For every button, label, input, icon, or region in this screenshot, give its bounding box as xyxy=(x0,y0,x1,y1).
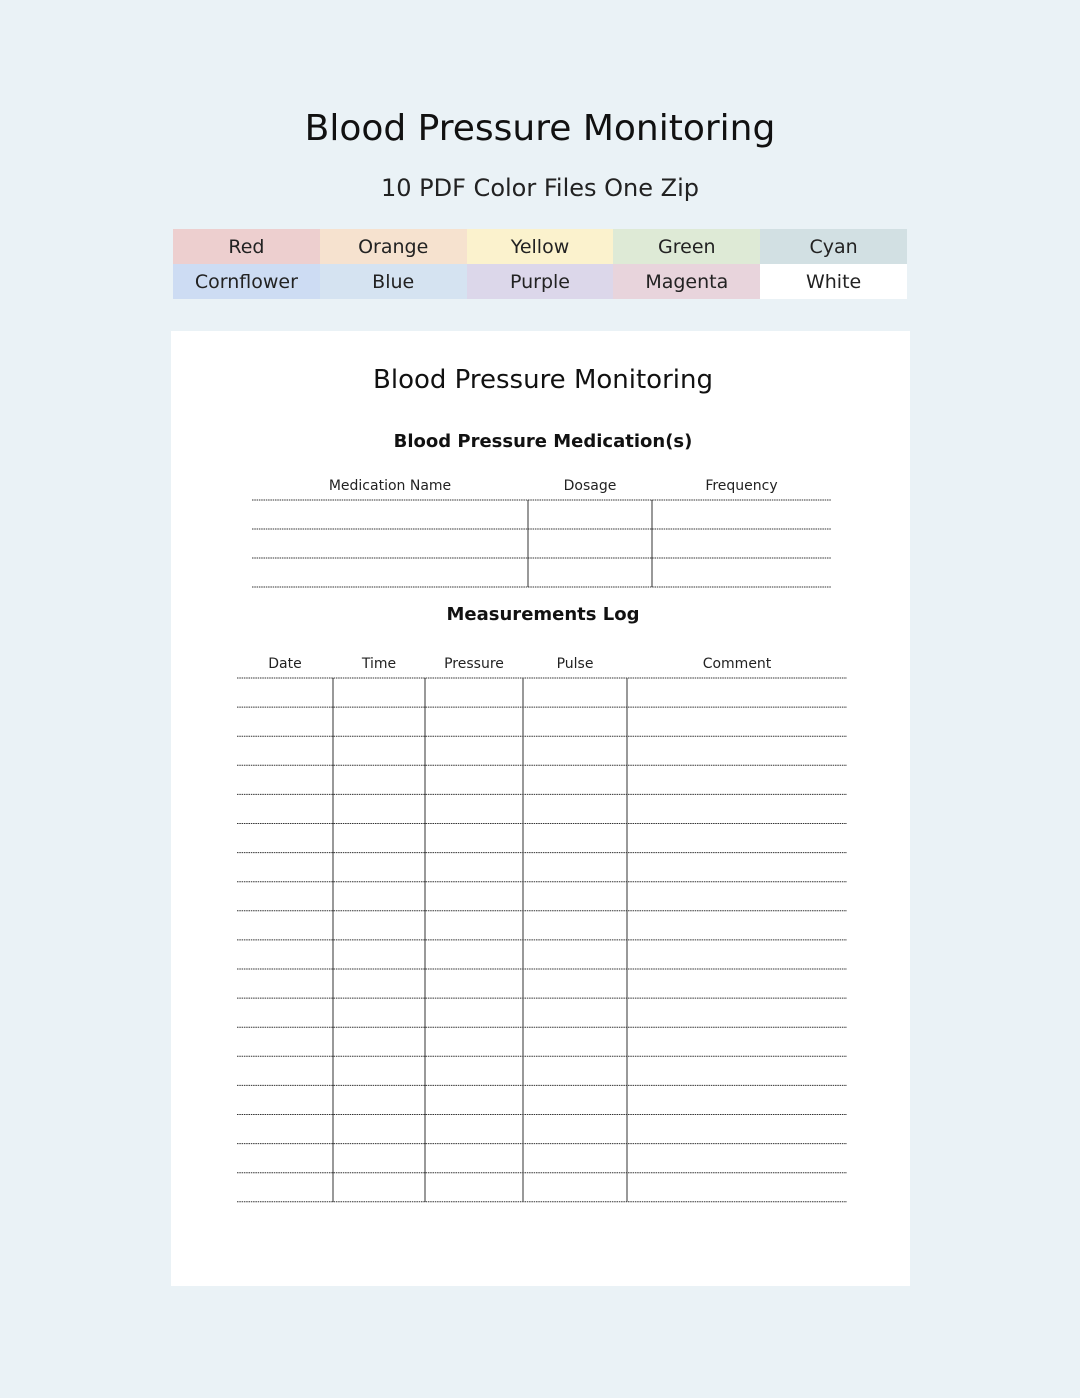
swatch-red: Red xyxy=(173,229,320,264)
comment-header: Comment xyxy=(702,656,772,672)
swatch-purple: Purple xyxy=(467,264,614,299)
promo-title: Blood Pressure Monitoring xyxy=(304,108,776,149)
swatch-orange: Orange xyxy=(320,229,467,264)
printable-sheet xyxy=(171,331,910,1286)
medication-heading: Blood Pressure Medication(s) xyxy=(393,431,693,452)
swatch-magenta: Magenta xyxy=(613,264,760,299)
dosage-header: Dosage xyxy=(563,478,617,494)
swatch-cyan: Cyan xyxy=(760,229,907,264)
sheet-title: Blood Pressure Monitoring xyxy=(373,365,713,395)
swatch-blue: Blue xyxy=(320,264,467,299)
swatch-white: White xyxy=(760,264,907,299)
promo-subtitle: 10 PDF Color Files One Zip xyxy=(381,174,699,202)
measurements-heading: Measurements Log xyxy=(446,604,640,625)
frequency-header: Frequency xyxy=(705,478,778,494)
pulse-header: Pulse xyxy=(556,656,594,672)
pressure-header: Pressure xyxy=(444,656,504,672)
color-swatch-grid xyxy=(173,229,907,299)
medication-name-header: Medication Name xyxy=(328,478,452,494)
swatch-cornflower: Cornflower xyxy=(173,264,320,299)
time-header: Time xyxy=(361,656,397,672)
swatch-green: Green xyxy=(613,229,760,264)
date-header: Date xyxy=(268,656,302,672)
table-grid-lines xyxy=(171,331,910,1286)
swatch-yellow: Yellow xyxy=(467,229,614,264)
